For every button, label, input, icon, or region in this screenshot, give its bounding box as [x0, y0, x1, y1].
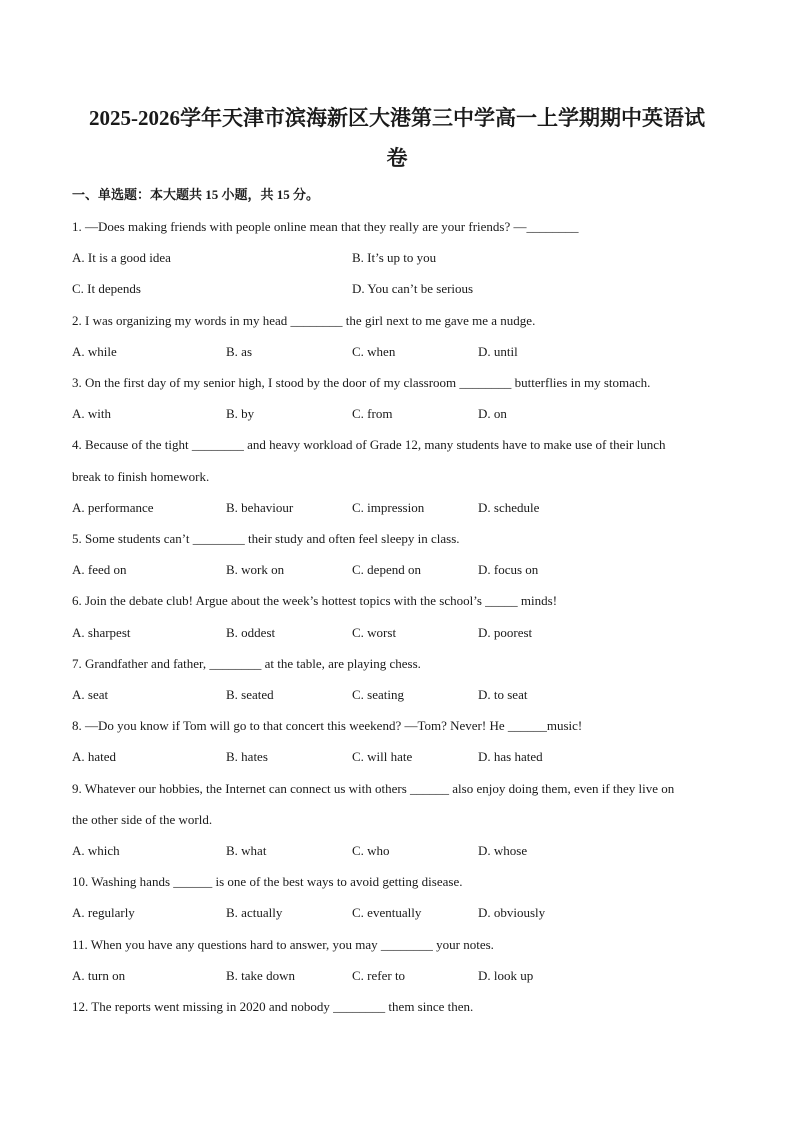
question-11-option-d[interactable]: D. look up: [478, 967, 534, 983]
question-6-option-a[interactable]: A. sharpest: [72, 624, 131, 640]
question-2-option-b[interactable]: B. as: [226, 343, 252, 359]
question-2-option-c[interactable]: C. when: [352, 343, 396, 359]
question-1-option-a[interactable]: A. It is a good idea: [72, 250, 171, 266]
question-11-option-c[interactable]: C. refer to: [352, 967, 406, 983]
question-1-option-d[interactable]: D. You can’t be serious: [352, 281, 474, 297]
question-7-option-b[interactable]: B. seated: [226, 687, 274, 702]
exam-title-line-1: 2025-2026学年天津市滨海新区大港第三中学高一上学期期中英语试: [89, 106, 705, 130]
question-10-option-a[interactable]: A. regularly: [72, 905, 135, 921]
question-7-option-d[interactable]: D. to seat: [478, 687, 528, 702]
question-5-stem: 5. Some students can’t ________ their study and often feel sleepy in class.: [72, 531, 460, 546]
question-9-stem-line-2: the other side of the world.: [72, 811, 213, 827]
question-11-stem: 11. When you have any questions hard to answer, you may ________ your notes.: [72, 936, 494, 952]
question-6-option-d[interactable]: D. poorest: [478, 624, 533, 640]
question-9-option-b[interactable]: B. what: [226, 843, 267, 858]
question-2-stem: 2. I was organizing my words in my head ________ the girl next to me gave me a nudge.: [72, 312, 536, 328]
section-heading: 一、单选题：本大题共 15 小题，共 15 分。: [72, 187, 320, 202]
question-5-option-b[interactable]: B. work on: [226, 562, 285, 578]
question-4-option-d[interactable]: D. schedule: [478, 499, 540, 515]
question-3-stem: 3. On the first day of my senior high, I stood by the door of my classroom ________ butterflies in my stomach.: [72, 375, 651, 390]
question-6-option-b[interactable]: B. oddest: [226, 624, 276, 640]
question-5-option-d[interactable]: D. focus on: [478, 562, 539, 578]
question-10-option-b[interactable]: B. actually: [226, 905, 283, 921]
question-7-option-a[interactable]: A. seat: [72, 687, 109, 702]
question-1-option-c[interactable]: C. It depends: [72, 281, 141, 297]
question-6-option-c[interactable]: C. worst: [352, 624, 397, 640]
question-4-option-b[interactable]: B. behaviour: [226, 499, 294, 515]
question-9-option-a[interactable]: A. which: [72, 843, 120, 858]
question-8-option-a[interactable]: A. hated: [72, 749, 117, 765]
question-1-option-b[interactable]: B. It’s up to you: [352, 250, 437, 266]
question-5-option-a[interactable]: A. feed on: [72, 562, 127, 578]
question-9-stem-line-1: 9. Whatever our hobbies, the Internet can connect us with others ______ also enjoy doing them, even if they live on: [72, 780, 675, 796]
question-11-option-a[interactable]: A. turn on: [72, 967, 126, 983]
exam-title-line-2: 卷: [386, 146, 408, 170]
question-5-option-c[interactable]: C. depend on: [352, 562, 421, 578]
question-12-stem: 12. The reports went missing in 2020 and nobody ________ them since then.: [72, 999, 474, 1014]
question-3-option-a[interactable]: A. with: [72, 406, 111, 422]
question-8-option-c[interactable]: C. will hate: [352, 749, 413, 765]
question-3-option-d[interactable]: D. on: [478, 406, 507, 422]
question-2-option-d[interactable]: D. until: [478, 343, 518, 359]
question-3-option-b[interactable]: B. by: [226, 406, 255, 422]
question-4-option-c[interactable]: C. impression: [352, 499, 425, 515]
question-4-option-a[interactable]: A. performance: [72, 499, 154, 515]
question-9-option-c[interactable]: C. who: [352, 843, 390, 858]
question-4-stem-line-2: break to finish homework.: [72, 468, 210, 484]
question-1-stem: 1. —Does making friends with people online mean that they really are your friends? —________: [72, 219, 579, 234]
question-8-option-b[interactable]: B. hates: [226, 749, 268, 765]
question-8-option-d[interactable]: D. has hated: [478, 749, 543, 765]
question-3-option-c[interactable]: C. from: [352, 406, 393, 422]
question-7-stem: 7. Grandfather and father, ________ at the table, are playing chess.: [72, 655, 421, 671]
question-10-option-d[interactable]: D. obviously: [478, 905, 546, 921]
question-11-option-b[interactable]: B. take down: [226, 967, 295, 983]
question-7-option-c[interactable]: C. seating: [352, 687, 404, 702]
question-10-stem: 10. Washing hands ______ is one of the best ways to avoid getting disease.: [72, 874, 463, 890]
question-6-stem: 6. Join the debate club! Argue about the week’s hottest topics with the school’s _____ minds!: [72, 593, 558, 609]
question-2-option-a[interactable]: A. while: [72, 343, 117, 359]
question-4-stem-line-1: 4. Because of the tight ________ and heavy workload of Grade 12, many students have to make use of their lunch: [72, 437, 666, 453]
question-9-option-d[interactable]: D. whose: [478, 843, 528, 858]
question-10-option-c[interactable]: C. eventually: [352, 905, 422, 921]
question-8-stem: 8. —Do you know if Tom will go to that concert this weekend? —Tom? Never! He ______music!: [72, 718, 583, 734]
